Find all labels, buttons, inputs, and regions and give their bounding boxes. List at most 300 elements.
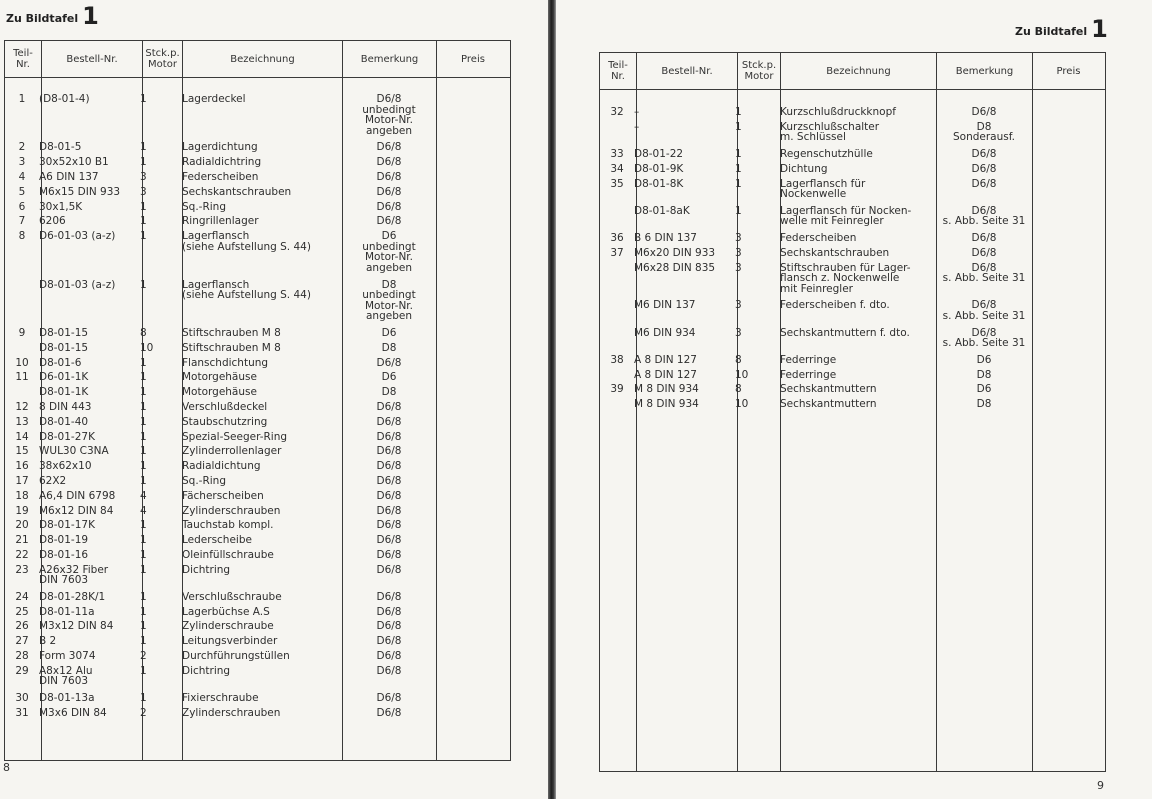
- preis-cell: [436, 187, 508, 202]
- teil-nr-cell: 21: [15, 535, 29, 547]
- teil-nr-cell: 25: [15, 606, 29, 618]
- right-page: [556, 0, 1152, 799]
- table-row: [5, 216, 510, 231]
- stueck-cell: 1: [140, 636, 147, 648]
- bemerkung-cell: D6: [976, 354, 992, 366]
- bezeichnung-cell: Fächerscheiben: [182, 490, 264, 502]
- bestell-nr-cell: M3x12 DIN 84: [39, 621, 114, 633]
- bestell-nr-cell: –: [634, 121, 640, 133]
- bestell-nr-cell: B 6 DIN 137: [634, 232, 697, 244]
- teil-nr-cell: 18: [15, 490, 29, 502]
- bestell-nr-cell: D8-01-28K/1: [39, 591, 106, 603]
- table-row: [5, 202, 510, 217]
- table-row: [600, 149, 1105, 164]
- bestell-nr-cell: A6 DIN 137: [39, 171, 99, 183]
- bestell-nr-cell: M6 DIN 137: [634, 300, 696, 312]
- bestell-nr-cell: D8-01-9K: [634, 163, 684, 175]
- header-bezeichnung: Bezeichnung: [826, 65, 891, 77]
- bezeichnung-cell: Motorgehäuse: [182, 372, 257, 384]
- teil-nr-cell: 35: [610, 178, 624, 190]
- stueck-cell: 1: [140, 231, 147, 243]
- bemerkung-cell: D6/8: [376, 142, 402, 154]
- bestell-nr-cell: M6x20 DIN 933: [634, 247, 716, 259]
- bemerkung-cell: D6/8: [376, 535, 402, 547]
- bezeichnung-cell: Regenschutzhülle: [780, 148, 873, 160]
- bemerkung-cell: D6/8: [971, 148, 997, 160]
- header-divider: [600, 89, 1105, 90]
- parts-rows: [600, 107, 1105, 414]
- bemerkung-cell: D6/8: [376, 490, 402, 502]
- bezeichnung-cell: Radialdichtung: [182, 461, 261, 473]
- table-row: [600, 384, 1105, 399]
- preis-cell: [436, 446, 508, 461]
- bezeichnung-cell: Ringrillenlager: [182, 216, 259, 228]
- stueck-cell: 1: [140, 157, 147, 169]
- teil-nr-cell: 24: [15, 591, 29, 603]
- header-teil-nr: Teil- Nr.: [13, 48, 33, 70]
- bezeichnung-cell: Kurzschlußschalter m. Schlüssel: [780, 121, 880, 144]
- stueck-cell: 1: [735, 107, 742, 118]
- teil-nr-cell: 22: [15, 549, 29, 561]
- header-bezeichnung: Bezeichnung: [230, 53, 295, 65]
- preis-cell: [436, 693, 508, 708]
- teil-nr-cell: [600, 263, 634, 301]
- preis-cell: [1032, 248, 1103, 263]
- bestell-nr-cell: Form 3074: [39, 651, 96, 663]
- bemerkung-cell: D6/8: [971, 232, 997, 244]
- stueck-cell: 1: [140, 279, 147, 291]
- preis-cell: [1032, 300, 1103, 327]
- teil-nr-cell: [600, 370, 634, 385]
- table-row: [5, 417, 510, 432]
- teil-nr-cell: 5: [18, 186, 26, 198]
- bemerkung-cell: D6/8 s. Abb. Seite 31: [942, 327, 1026, 350]
- bestell-nr-cell: D8-01-15: [39, 342, 89, 354]
- stueck-cell: 1: [140, 606, 147, 618]
- header-bestell-nr: Bestell-Nr.: [661, 65, 713, 77]
- teil-nr-cell: 2: [18, 142, 26, 154]
- table-row: [600, 179, 1105, 206]
- bemerkung-cell: D6/8: [376, 201, 402, 213]
- stueck-cell: 8: [140, 327, 147, 339]
- bemerkung-cell: D8: [381, 387, 397, 399]
- teil-nr-cell: 13: [15, 416, 29, 428]
- bestell-nr-cell: (D8-01-4): [39, 94, 90, 105]
- bestell-nr-cell: D8-01-40: [39, 416, 89, 428]
- bezeichnung-cell: Sq.-Ring: [182, 475, 226, 487]
- table-row: [600, 107, 1105, 122]
- bezeichnung-cell: Durchführungstüllen: [182, 651, 290, 663]
- teil-nr-cell: 3: [18, 157, 26, 169]
- bezeichnung-cell: Fixierschraube: [182, 693, 259, 705]
- preis-cell: [1032, 179, 1103, 206]
- table-row: [5, 402, 510, 417]
- table-row: [600, 206, 1105, 233]
- table-row: [5, 172, 510, 187]
- bezeichnung-cell: Federringe: [780, 354, 837, 366]
- bezeichnung-cell: Sechskantmuttern: [780, 399, 877, 411]
- bemerkung-cell: D6/8: [376, 707, 402, 719]
- plate-number: 1: [1091, 15, 1108, 43]
- table-row: [600, 399, 1105, 414]
- bestell-nr-cell: A8x12 Alu DIN 7603: [39, 665, 93, 688]
- stueck-cell: 1: [735, 121, 742, 133]
- stueck-cell: 1: [140, 401, 147, 413]
- preis-cell: [436, 476, 508, 491]
- table-row: [5, 343, 510, 358]
- teil-nr-cell: 6: [18, 201, 26, 213]
- header-bemerkung: Bemerkung: [360, 53, 419, 65]
- preis-cell: [436, 172, 508, 187]
- preis-cell: [436, 432, 508, 447]
- bemerkung-cell: D6/8: [376, 186, 402, 198]
- bemerkung-cell: D6/8 s. Abb. Seite 31: [942, 300, 1026, 322]
- parts-table: [4, 40, 511, 761]
- teil-nr-cell: 30: [15, 693, 29, 705]
- preis-cell: [436, 550, 508, 565]
- preis-cell: [436, 607, 508, 622]
- stueck-cell: 1: [140, 446, 147, 458]
- bezeichnung-cell: Federscheiben: [182, 171, 259, 183]
- teil-nr-cell: 11: [15, 372, 29, 384]
- stueck-cell: 3: [735, 327, 742, 339]
- bemerkung-cell: D6/8: [376, 416, 402, 428]
- teil-nr-cell: 38: [610, 354, 624, 366]
- teil-nr-cell: 4: [18, 171, 26, 183]
- bemerkung-cell: D6/8: [376, 401, 402, 413]
- teil-nr-cell: 32: [610, 107, 624, 118]
- bemerkung-cell: D6/8: [376, 693, 402, 705]
- table-row: [5, 187, 510, 202]
- header-preis: Preis: [1056, 65, 1081, 77]
- stueck-cell: 3: [735, 247, 742, 259]
- table-row: [5, 607, 510, 622]
- stueck-cell: 1: [140, 94, 147, 105]
- bezeichnung-cell: Sechskantschrauben: [182, 186, 292, 198]
- bestell-nr-cell: A26x32 Fiber DIN 7603: [39, 564, 109, 587]
- preis-cell: [436, 387, 508, 402]
- bemerkung-cell: D6/8: [971, 247, 997, 259]
- teil-nr-cell: 27: [15, 636, 29, 648]
- bezeichnung-cell: Zylinderschrauben: [182, 505, 281, 517]
- bezeichnung-cell: Verschlußdeckel: [182, 401, 268, 413]
- bestell-nr-cell: M 8 DIN 934: [634, 399, 699, 411]
- bestell-nr-cell: M6 DIN 934: [634, 327, 696, 339]
- table-row: [5, 621, 510, 636]
- preis-cell: [436, 636, 508, 651]
- bemerkung-cell: D6/8 s. Abb. Seite 31: [942, 262, 1026, 285]
- table-row: [5, 446, 510, 461]
- preis-cell: [1032, 263, 1103, 301]
- preis-cell: [436, 708, 508, 723]
- preis-cell: [436, 358, 508, 373]
- bezeichnung-cell: Verschlußschraube: [182, 591, 282, 603]
- left-page: [0, 0, 548, 799]
- preis-cell: [1032, 206, 1103, 233]
- table-row: [600, 355, 1105, 370]
- bestell-nr-cell: 8 DIN 443: [39, 401, 92, 413]
- table-row: [600, 370, 1105, 385]
- bemerkung-cell: D6/8: [376, 591, 402, 603]
- bemerkung-cell: D6/8: [376, 216, 402, 228]
- bezeichnung-cell: Leitungsverbinder: [182, 636, 278, 648]
- bezeichnung-cell: Motorgehäuse: [182, 387, 257, 399]
- header-preis: Preis: [461, 53, 485, 65]
- bezeichnung-cell: Sq.-Ring: [182, 201, 226, 213]
- parts-rows: [5, 94, 510, 723]
- table-row: [5, 693, 510, 708]
- bestell-nr-cell: D8-01-13a: [39, 693, 95, 705]
- preis-cell: [436, 520, 508, 535]
- page-number: 9: [1097, 779, 1104, 792]
- stueck-cell: 1: [140, 621, 147, 633]
- bemerkung-cell: D6/8: [971, 107, 997, 118]
- teil-nr-cell: 14: [15, 431, 29, 443]
- teil-nr-cell: 34: [610, 163, 624, 175]
- preis-cell: [436, 402, 508, 417]
- header-stueck: Stck.p. Motor: [741, 60, 777, 82]
- plate-number: 1: [82, 2, 99, 30]
- book-gutter: [548, 0, 556, 799]
- bestell-nr-cell: D8-01-5: [39, 142, 82, 154]
- table-row: [600, 233, 1105, 248]
- stueck-cell: 1: [140, 520, 147, 532]
- stueck-cell: 1: [140, 142, 147, 154]
- table-row: [600, 122, 1105, 149]
- table-row: [5, 592, 510, 607]
- bestell-nr-cell: –: [634, 107, 640, 118]
- bemerkung-cell: D6/8: [971, 163, 997, 175]
- table-row: [5, 328, 510, 343]
- teil-nr-cell: 7: [18, 216, 26, 228]
- table-row: [5, 651, 510, 666]
- bezeichnung-cell: Zylinderschrauben: [182, 707, 281, 719]
- teil-nr-cell: [5, 280, 39, 328]
- stueck-cell: 1: [735, 178, 742, 190]
- teil-nr-cell: [5, 387, 39, 402]
- table-row: [5, 94, 510, 142]
- bezeichnung-cell: Dichtring: [182, 665, 231, 677]
- teil-nr-cell: 36: [610, 232, 624, 244]
- bemerkung-cell: D6/8: [376, 520, 402, 532]
- bemerkung-cell: D6/8: [376, 171, 402, 183]
- bestell-nr-cell: M3x6 DIN 84: [39, 707, 107, 719]
- bestell-nr-cell: D8-01-6: [39, 357, 82, 369]
- table-row: [5, 550, 510, 565]
- stueck-cell: 1: [735, 205, 742, 217]
- bemerkung-cell: D8 Sonderausf.: [952, 121, 1015, 144]
- header-bestell-nr: Bestell-Nr.: [66, 53, 118, 65]
- bemerkung-cell: D6 unbedingt Motor-Nr. angeben: [362, 231, 416, 274]
- bemerkung-cell: D6/8: [376, 461, 402, 473]
- teil-nr-cell: [600, 206, 634, 233]
- bemerkung-cell: D6: [381, 327, 397, 339]
- stueck-cell: 3: [735, 300, 742, 312]
- preis-cell: [436, 666, 508, 693]
- stueck-cell: 1: [735, 163, 742, 175]
- stueck-cell: 1: [140, 564, 147, 576]
- stueck-cell: 1: [140, 461, 147, 473]
- teil-nr-cell: [600, 122, 634, 149]
- bemerkung-cell: D6: [976, 384, 992, 396]
- bezeichnung-cell: Zylinderrollenlager: [182, 446, 282, 458]
- table-row: [600, 263, 1105, 301]
- preis-cell: [1032, 107, 1103, 122]
- preis-cell: [436, 142, 508, 157]
- stueck-cell: 10: [735, 399, 749, 411]
- table-row: [5, 432, 510, 447]
- bezeichnung-cell: Lagerdeckel: [182, 94, 246, 105]
- preis-cell: [436, 94, 508, 142]
- stueck-cell: 3: [140, 171, 147, 183]
- bestell-nr-cell: 62X2: [39, 475, 67, 487]
- table-row: [5, 231, 510, 279]
- teil-nr-cell: 1: [18, 94, 26, 105]
- table-row: [5, 636, 510, 651]
- bemerkung-cell: D6/8: [376, 606, 402, 618]
- teil-nr-cell: [600, 328, 634, 355]
- bestell-nr-cell: D8-01-27K: [39, 431, 95, 443]
- preis-cell: [1032, 399, 1103, 414]
- bestell-nr-cell: D8-01-19: [39, 535, 89, 547]
- bemerkung-cell: D6/8: [376, 357, 402, 369]
- preis-cell: [436, 231, 508, 279]
- teil-nr-cell: 15: [15, 446, 29, 458]
- table-row: [5, 157, 510, 172]
- table-row: [5, 476, 510, 491]
- stueck-cell: 1: [140, 372, 147, 384]
- bezeichnung-cell: Kurzschlußdruckknopf: [780, 107, 896, 118]
- stueck-cell: 3: [735, 232, 742, 244]
- bezeichnung-cell: Lagerflansch (siehe Aufstellung S. 44): [182, 231, 311, 253]
- bemerkung-cell: D6/8: [376, 549, 402, 561]
- bestell-nr-cell: D6-01-03 (a-z): [39, 231, 116, 243]
- preis-cell: [436, 328, 508, 343]
- preis-cell: [1032, 370, 1103, 385]
- bestell-nr-cell: D8-01-22: [634, 148, 684, 160]
- bestell-nr-cell: B 2: [39, 636, 57, 648]
- preis-cell: [1032, 149, 1103, 164]
- table-row: [5, 520, 510, 535]
- bezeichnung-cell: Sechskantschrauben: [780, 247, 890, 259]
- bezeichnung-cell: Lagerbüchse A.S: [182, 606, 270, 618]
- preis-cell: [1032, 233, 1103, 248]
- bemerkung-cell: D6/8: [376, 157, 402, 169]
- bestell-nr-cell: D8-01-03 (a-z): [39, 279, 116, 291]
- teil-nr-cell: [600, 399, 634, 414]
- teil-nr-cell: [5, 343, 39, 358]
- table-row: [600, 328, 1105, 355]
- stueck-cell: 1: [140, 216, 147, 228]
- stueck-cell: 2: [140, 651, 147, 663]
- preis-cell: [436, 651, 508, 666]
- bemerkung-cell: D6/8: [376, 475, 402, 487]
- preis-cell: [436, 565, 508, 592]
- bestell-nr-cell: 6206: [39, 216, 66, 228]
- bemerkung-cell: D6/8: [376, 665, 402, 677]
- bezeichnung-cell: Lederscheibe: [182, 535, 252, 547]
- teil-nr-cell: 37: [610, 247, 624, 259]
- stueck-cell: 4: [140, 490, 147, 502]
- teil-nr-cell: 28: [15, 651, 29, 663]
- preis-cell: [436, 621, 508, 636]
- plate-reference: [6, 2, 99, 30]
- stueck-cell: 1: [140, 535, 147, 547]
- table-row: [5, 535, 510, 550]
- teil-nr-cell: 23: [15, 564, 29, 576]
- bezeichnung-cell: Sechskantmuttern f. dto.: [780, 327, 910, 339]
- bemerkung-cell: D8: [381, 342, 397, 354]
- bestell-nr-cell: A 8 DIN 127: [634, 354, 697, 366]
- bezeichnung-cell: Spezial-Seeger-Ring: [182, 431, 288, 443]
- bezeichnung-cell: Stiftschrauben M 8: [182, 342, 281, 354]
- stueck-cell: 8: [735, 384, 742, 396]
- teil-nr-cell: 20: [15, 520, 29, 532]
- preis-cell: [436, 535, 508, 550]
- stueck-cell: 1: [140, 591, 147, 603]
- bezeichnung-cell: Flanschdichtung: [182, 357, 269, 369]
- stueck-cell: 8: [735, 354, 742, 366]
- table-row: [600, 300, 1105, 327]
- bestell-nr-cell: A 8 DIN 127: [634, 369, 697, 381]
- bezeichnung-cell: Lagerflansch (siehe Aufstellung S. 44): [182, 279, 311, 302]
- preis-cell: [1032, 328, 1103, 355]
- preis-cell: [1032, 355, 1103, 370]
- bestell-nr-cell: M 8 DIN 934: [634, 384, 699, 396]
- stueck-cell: 1: [140, 431, 147, 443]
- bestell-nr-cell: D8-01-17K: [39, 520, 95, 532]
- bestell-nr-cell: A6,4 DIN 6798: [39, 490, 116, 502]
- stueck-cell: 1: [140, 387, 147, 399]
- teil-nr-cell: 17: [15, 475, 29, 487]
- teil-nr-cell: 9: [18, 327, 26, 339]
- bestell-nr-cell: 30x1,5K: [39, 201, 83, 213]
- bemerkung-cell: D6/8: [971, 178, 997, 190]
- stueck-cell: 1: [140, 665, 147, 677]
- bemerkung-cell: D8 unbedingt Motor-Nr. angeben: [362, 279, 416, 323]
- bemerkung-cell: D6/8: [376, 621, 402, 633]
- bemerkung-cell: D6/8: [376, 564, 402, 576]
- bestell-nr-cell: D8-01-8K: [634, 178, 684, 190]
- bezeichnung-cell: Stiftschrauben für Lager- flansch z. Nockenwelle mit Feinregler: [780, 262, 911, 295]
- bestell-nr-cell: D8-01-8aK: [634, 205, 690, 217]
- bezeichnung-cell: Lagerdichtung: [182, 142, 258, 154]
- bestell-nr-cell: M6x12 DIN 84: [39, 505, 114, 517]
- bezeichnung-cell: Tauchstab kompl.: [182, 520, 274, 532]
- plate-reference: [1015, 15, 1108, 43]
- bestell-nr-cell: D6-01-1K: [39, 372, 89, 384]
- preis-cell: [436, 461, 508, 476]
- table-row: [5, 506, 510, 521]
- preis-cell: [436, 491, 508, 506]
- bezeichnung-cell: Dichtung: [780, 163, 828, 175]
- stueck-cell: 3: [140, 186, 147, 198]
- bezeichnung-cell: Lagerflansch für Nocken- welle mit Feinregler: [780, 205, 912, 228]
- preis-cell: [1032, 122, 1103, 149]
- bezeichnung-cell: Staubschutzring: [182, 416, 268, 428]
- page-number: 8: [3, 761, 10, 774]
- bezeichnung-cell: Dichtring: [182, 564, 231, 576]
- bestell-nr-cell: D8-01-11a: [39, 606, 95, 618]
- stueck-cell: 4: [140, 505, 147, 517]
- bezeichnung-cell: Federscheiben f. dto.: [780, 300, 890, 312]
- stueck-cell: 1: [140, 416, 147, 428]
- stueck-cell: 1: [140, 475, 147, 487]
- bestell-nr-cell: D8-01-15: [39, 327, 89, 339]
- header-teil-nr: Teil- Nr.: [608, 60, 628, 82]
- preis-cell: [436, 592, 508, 607]
- bemerkung-cell: D6/8 s. Abb. Seite 31: [942, 205, 1026, 228]
